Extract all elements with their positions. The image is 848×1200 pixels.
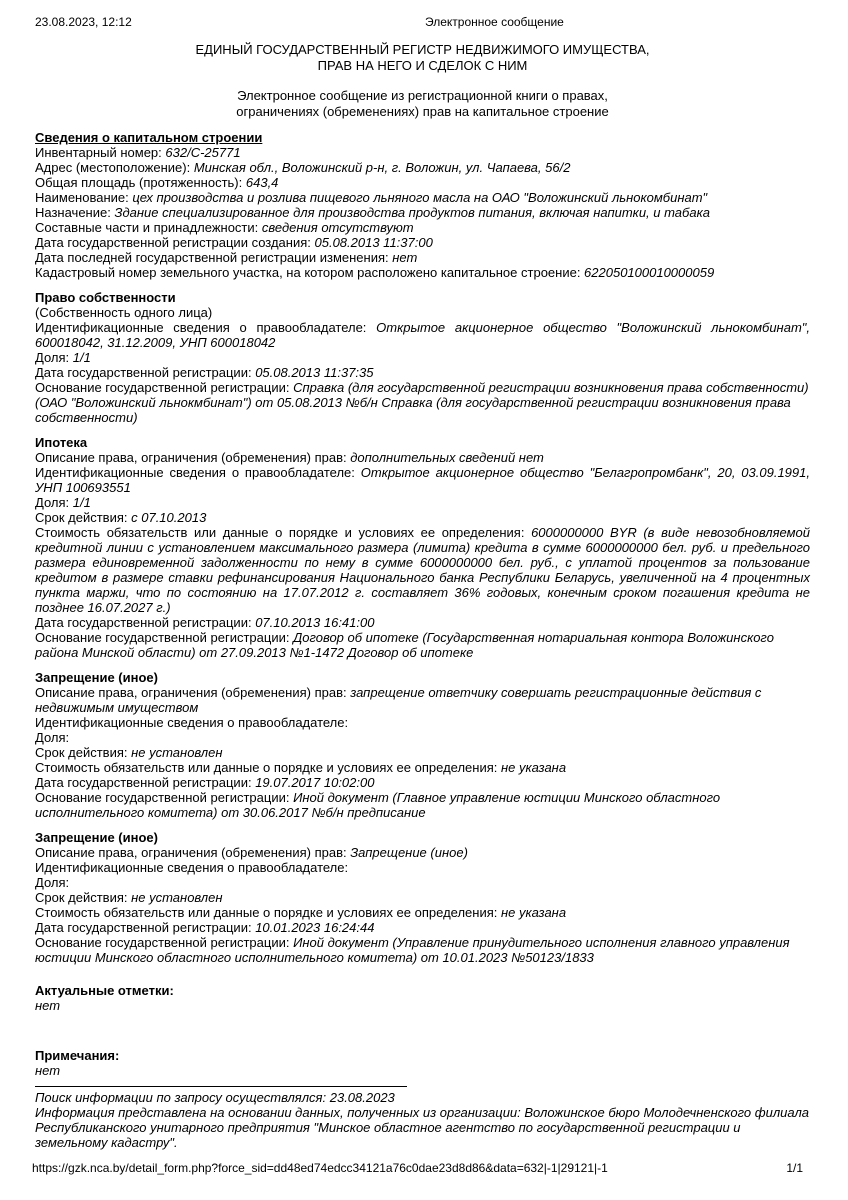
field-label: Идентификационные сведения о правообладателе:	[35, 465, 361, 480]
print-datetime: 23.08.2023, 12:12	[35, 15, 132, 29]
document-subtitle-line2: ограничениях (обременениях) прав на капитальное строение	[236, 104, 609, 119]
footer-divider	[35, 1086, 407, 1087]
section-building-info	[35, 130, 810, 280]
document-title-line2: ПРАВ НА НЕГО И СДЕЛОК С НИМ	[317, 58, 528, 73]
field-label: Наименование:	[35, 190, 133, 205]
field-label: Описание права, ограничения (обременения) прав:	[35, 845, 351, 860]
field-value: нет	[35, 998, 61, 1013]
field-label: Доля:	[35, 350, 73, 365]
field-value: 19.07.2017 10:02:00	[255, 775, 375, 790]
field-cadastral-number	[35, 265, 810, 280]
field-label: Составные части и принадлежности:	[35, 220, 262, 235]
field-obligation-value	[35, 905, 810, 920]
field-label: Описание права, ограничения (обременения) прав:	[35, 685, 351, 700]
field-share	[35, 730, 810, 745]
document-footer	[35, 1086, 810, 1150]
field-value: 07.10.2013 16:41:00	[255, 615, 375, 630]
print-header	[35, 0, 810, 32]
field-label: Идентификационные сведения о правообладателе:	[35, 860, 349, 875]
field-label: (Собственность одного лица)	[35, 305, 213, 320]
field-value: 10.01.2023 16:24:44	[255, 920, 375, 935]
field-value: 622050100010000059	[584, 265, 715, 280]
field-label: Дата государственной регистрации:	[35, 365, 256, 380]
field-actual-marks	[35, 998, 810, 1013]
document-title	[35, 42, 810, 74]
field-label: Адрес (местоположение):	[35, 160, 194, 175]
field-value: не указана	[500, 905, 567, 920]
section-heading: Право собственности	[35, 290, 176, 305]
field-value: Запрещение (иное)	[350, 845, 468, 860]
field-purpose	[35, 205, 810, 220]
field-value: 1/1	[72, 495, 91, 510]
field-reg-basis	[35, 380, 810, 425]
footer-info-line: Информация представлена на основании данных, полученных из организации: Воложинское бюро Молодечненского филиала Республиканского унитарного предприятия "Минское областное агентство по государственной регистрации и земельному кадастру".	[35, 1105, 810, 1150]
section-heading: Актуальные отметки:	[35, 983, 174, 998]
field-value: 632/С-25771	[165, 145, 241, 160]
field-label: Стоимость обязательств или данные о порядке и условиях ее определения:	[35, 525, 532, 540]
field-rights-description	[35, 450, 810, 465]
print-footer	[32, 1161, 803, 1175]
section-heading: Ипотека	[35, 435, 88, 450]
field-value: не указана	[500, 760, 567, 775]
field-name	[35, 190, 810, 205]
field-component-parts	[35, 220, 810, 235]
document-subtitle-line1: Электронное сообщение из регистрационной книги о правах,	[237, 88, 608, 103]
field-ownership-type	[35, 305, 810, 320]
field-label: Основание государственной регистрации:	[35, 935, 294, 950]
field-value: цех производства и розлива пищевого льняного масла на ОАО "Воложинский льнокомбинат"	[132, 190, 708, 205]
field-value: 1/1	[72, 350, 91, 365]
field-label: Идентификационные сведения о правообладателе:	[35, 715, 349, 730]
field-validity-period	[35, 890, 810, 905]
field-value: 643,4	[245, 175, 279, 190]
field-value: Минская обл., Воложинский р-н, г. Воложин, ул. Чапаева, 56/2	[193, 160, 571, 175]
field-value: запрещение ответчику совершать регистрационные действия с недвижимым имуществом	[35, 685, 762, 715]
field-value: Иной документ (Главное управление юстиции Минского областного исполнительного комитета) от 30.06.2017 №б/н предписание	[35, 790, 721, 820]
field-label: Дата государственной регистрации:	[35, 775, 256, 790]
print-header-title: Электронное сообщение	[425, 15, 564, 29]
field-rights-description	[35, 845, 810, 860]
field-label: Срок действия:	[35, 745, 132, 760]
field-value: Открытое акционерное общество "Воложинский льнокомбинат", 600018042, 31.12.2009, УНП 600018042	[35, 320, 810, 350]
section-actual-marks	[35, 983, 810, 1013]
section-notes	[35, 1048, 810, 1078]
field-value: не установлен	[131, 745, 223, 760]
field-reg-date	[35, 615, 810, 630]
section-heading: Запрещение (иное)	[35, 830, 158, 845]
field-validity-period	[35, 510, 810, 525]
field-label: Инвентарный номер:	[35, 145, 166, 160]
field-value: 05.08.2013 11:37:35	[255, 365, 374, 380]
field-last-change-reg-date	[35, 250, 810, 265]
field-value: сведения отсутствуют	[261, 220, 414, 235]
field-label: Дата государственной регистрации:	[35, 615, 256, 630]
field-label: Дата государственной регистрации:	[35, 920, 256, 935]
field-rightholder-id	[35, 465, 810, 495]
field-reg-date	[35, 365, 810, 380]
field-value: с 07.10.2013	[131, 510, 207, 525]
field-label: Срок действия:	[35, 510, 132, 525]
field-label: Основание государственной регистрации:	[35, 630, 294, 645]
field-notes	[35, 1063, 810, 1078]
section-ownership	[35, 290, 810, 425]
field-share	[35, 875, 810, 890]
field-share	[35, 495, 810, 510]
field-value: не установлен	[131, 890, 223, 905]
field-reg-basis	[35, 935, 810, 965]
field-label: Общая площадь (протяженность):	[35, 175, 246, 190]
field-address	[35, 160, 810, 175]
field-reg-basis	[35, 630, 810, 660]
field-label: Основание государственной регистрации:	[35, 380, 294, 395]
field-label: Основание государственной регистрации:	[35, 790, 294, 805]
field-reg-date	[35, 920, 810, 935]
field-total-area	[35, 175, 810, 190]
field-label: Стоимость обязательств или данные о порядке и условиях ее определения:	[35, 905, 501, 920]
field-validity-period	[35, 745, 810, 760]
field-value: дополнительных сведений нет	[350, 450, 544, 465]
field-value: нет	[35, 1063, 61, 1078]
section-heading: Примечания:	[35, 1048, 120, 1063]
print-footer-url: https://gzk.nca.by/detail_form.php?force_sid=dd48ed74edcc34121a76c0dae23d8d86&data=632|-1|29121|-1	[32, 1161, 608, 1175]
field-value: 05.08.2013 11:37:00	[314, 235, 433, 250]
field-label: Доля:	[35, 875, 70, 890]
field-label: Стоимость обязательств или данные о порядке и условиях ее определения:	[35, 760, 501, 775]
field-label: Дата государственной регистрации создания:	[35, 235, 315, 250]
field-obligation-value	[35, 525, 810, 615]
field-label: Дата последней государственной регистрации изменения:	[35, 250, 393, 265]
field-label: Назначение:	[35, 205, 115, 220]
field-rightholder-id	[35, 860, 810, 875]
field-label: Идентификационные сведения о правообладателе:	[35, 320, 377, 335]
field-label: Описание права, ограничения (обременения) прав:	[35, 450, 351, 465]
section-heading: Сведения о капитальном строении	[35, 130, 263, 145]
field-share	[35, 350, 810, 365]
field-label: Срок действия:	[35, 890, 132, 905]
field-value: Справка (для государственной регистрации возникновения права собственности) (ОАО "Воложинский льнокмбинат") от 05.08.2013 №б/н Справка (для государственной регистрации возникновения права собственности)	[35, 380, 809, 425]
footer-search-line: Поиск информации по запросу осуществлялся: 23.08.2023	[35, 1090, 395, 1105]
field-value: 6000000000 BYR (в виде невозобновляемой кредитной линии с установлением максимального размера (лимита) кредита в сумме 6000000000 бел. руб. и предельного размера единовременной задолженности по нему в сумме 6000000000 бел. руб., с уплатой процентов за пользование кредитом в размере ставки рефинансирования Национального банка Республики Беларусь, увеличенной на 4 процентных пункта маржи, что по состоянию на 17.07.2012 г. составляет 36% годовых, конечным сроком погашения кредита не позднее 16.07.2027 г.)	[35, 525, 810, 615]
field-rightholder-id	[35, 715, 810, 730]
field-reg-basis	[35, 790, 810, 820]
field-obligation-value	[35, 760, 810, 775]
section-heading: Запрещение (иное)	[35, 670, 158, 685]
print-footer-page-indicator: 1/1	[786, 1161, 803, 1175]
document-subtitle	[35, 88, 810, 120]
field-value: Здание специализированное для производства продуктов питания, включая напитки, и табака	[114, 205, 710, 220]
section-prohibition-2	[35, 830, 810, 965]
field-label: Кадастровый номер земельного участка, на котором расположено капитальное строение:	[35, 265, 585, 280]
field-inventory-number	[35, 145, 810, 160]
section-mortgage	[35, 435, 810, 660]
field-value: Договор об ипотеке (Государственная нотариальная контора Воложинского района Минской области) от 27.09.2013 №1-1472 Договор об ипотеке	[35, 630, 774, 660]
section-prohibition-1	[35, 670, 810, 820]
field-rights-description	[35, 685, 810, 715]
field-label: Доля:	[35, 730, 70, 745]
field-rightholder-id	[35, 320, 810, 350]
field-value: Открытое акционерное общество "Белагропромбанк", 20, 03.09.1991, УНП 100693551	[35, 465, 810, 495]
document-title-line1: ЕДИНЫЙ ГОСУДАРСТВЕННЫЙ РЕГИСТР НЕДВИЖИМОГО ИМУЩЕСТВА,	[195, 42, 650, 57]
field-creation-reg-date	[35, 235, 810, 250]
field-value: нет	[392, 250, 418, 265]
field-value: Иной документ (Управление принудительного исполнения главного управления юстиции Минского областного исполнительного комитета) от 10.01.2023 №50123/1833	[35, 935, 790, 965]
field-label: Доля:	[35, 495, 73, 510]
field-reg-date	[35, 775, 810, 790]
